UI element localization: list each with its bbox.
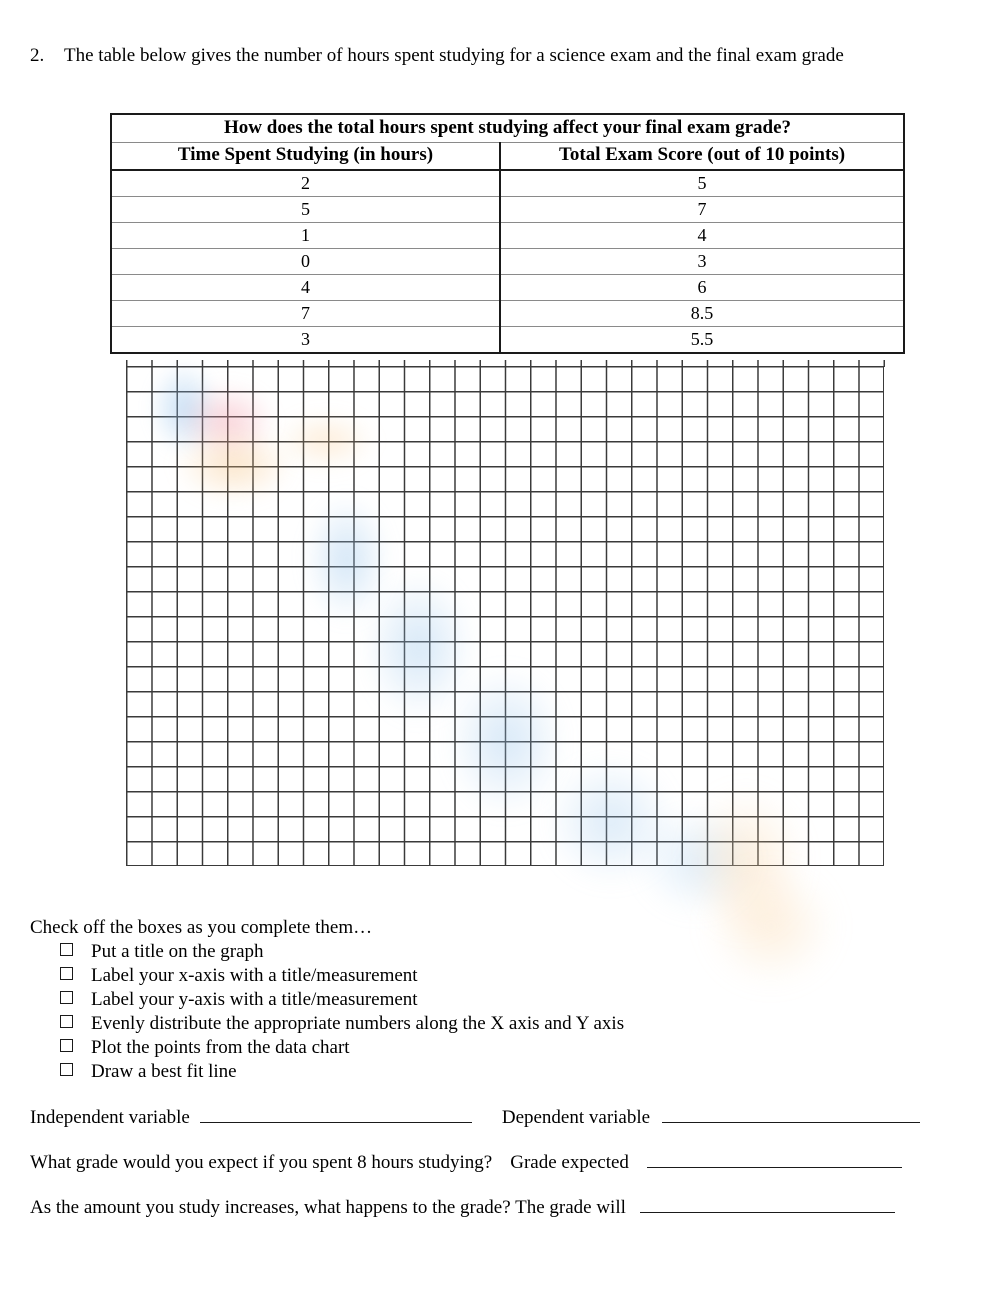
variables-row	[30, 1105, 920, 1130]
cell-hours: 3	[111, 327, 500, 354]
grade-expected-blank[interactable]	[647, 1150, 902, 1168]
dependent-variable-label: Dependent variable	[501, 1107, 651, 1128]
checklist-intro: Check off the boxes as you complete them…	[30, 917, 373, 938]
table-row	[111, 301, 904, 327]
grid-lines	[126, 366, 884, 866]
checkbox-icon[interactable]	[60, 1039, 73, 1052]
checklist-item-label: Plot the points from the data chart	[91, 1037, 350, 1058]
checklist-item-y-axis-label[interactable]	[60, 988, 860, 1012]
cell-hours: 7	[111, 301, 500, 327]
question-number: 2.	[30, 45, 45, 66]
cell-score: 5	[500, 170, 904, 197]
column-header-exam-score: Total Exam Score (out of 10 points)	[500, 143, 904, 171]
table-row	[111, 249, 904, 275]
table-header-row	[111, 143, 904, 171]
checklist-item-x-axis-label[interactable]	[60, 964, 860, 988]
trend-question-row	[30, 1195, 895, 1220]
grade-expected-row	[30, 1150, 902, 1175]
checklist-item-best-fit-line[interactable]	[60, 1060, 860, 1084]
checklist-item-label: Label your y-axis with a title/measurement	[91, 989, 418, 1010]
cell-score: 4	[500, 223, 904, 249]
trend-question: As the amount you study increases, what happens to the grade? The grade will	[30, 1197, 626, 1218]
checkbox-icon[interactable]	[60, 943, 73, 956]
checklist-item-plot-points[interactable]	[60, 1036, 860, 1060]
data-table-container	[110, 113, 903, 354]
trend-answer-blank[interactable]	[640, 1195, 895, 1213]
cell-hours: 4	[111, 275, 500, 301]
checklist-item-label: Put a title on the graph	[91, 941, 264, 962]
cell-score: 5.5	[500, 327, 904, 354]
table-row	[111, 327, 904, 354]
table-body	[111, 170, 904, 353]
checklist-item-title[interactable]	[60, 940, 860, 964]
cell-score: 3	[500, 249, 904, 275]
table-title-row	[111, 114, 904, 143]
checklist-item-distribute-numbers[interactable]	[60, 1012, 860, 1036]
checklist-item-label: Label your x-axis with a title/measurement	[91, 965, 418, 986]
column-header-time-spent: Time Spent Studying (in hours)	[111, 143, 500, 171]
checklist-item-label: Evenly distribute the appropriate numbers along the X axis and Y axis	[91, 1013, 625, 1034]
cell-score: 6	[500, 275, 904, 301]
table-row	[111, 223, 904, 249]
cell-hours: 1	[111, 223, 500, 249]
table-title: How does the total hours spent studying affect your final exam grade?	[111, 114, 904, 143]
checkbox-icon[interactable]	[60, 991, 73, 1004]
checklist	[60, 940, 860, 1084]
table-row	[111, 197, 904, 223]
checklist-item-label: Draw a best fit line	[91, 1061, 237, 1082]
cell-score: 8.5	[500, 301, 904, 327]
dependent-variable-blank[interactable]	[662, 1105, 920, 1123]
eight-hours-question: What grade would you expect if you spent 8 hours studying?	[30, 1152, 493, 1173]
grade-expected-label: Grade expected	[510, 1152, 629, 1173]
checkbox-icon[interactable]	[60, 1063, 73, 1076]
checkbox-icon[interactable]	[60, 1015, 73, 1028]
cell-hours: 2	[111, 170, 500, 197]
cell-hours: 0	[111, 249, 500, 275]
cell-hours: 5	[111, 197, 500, 223]
cell-score: 7	[500, 197, 904, 223]
question-text: The table below gives the number of hours spent studying for a science exam and the final exam grade	[64, 45, 844, 66]
independent-variable-blank[interactable]	[200, 1105, 472, 1123]
independent-variable-label: Independent variable	[30, 1107, 190, 1128]
table-row	[111, 170, 904, 197]
study-hours-table	[110, 113, 905, 354]
graph-paper[interactable]	[126, 366, 884, 866]
table-row	[111, 275, 904, 301]
question-prompt	[30, 44, 960, 68]
checkbox-icon[interactable]	[60, 967, 73, 980]
